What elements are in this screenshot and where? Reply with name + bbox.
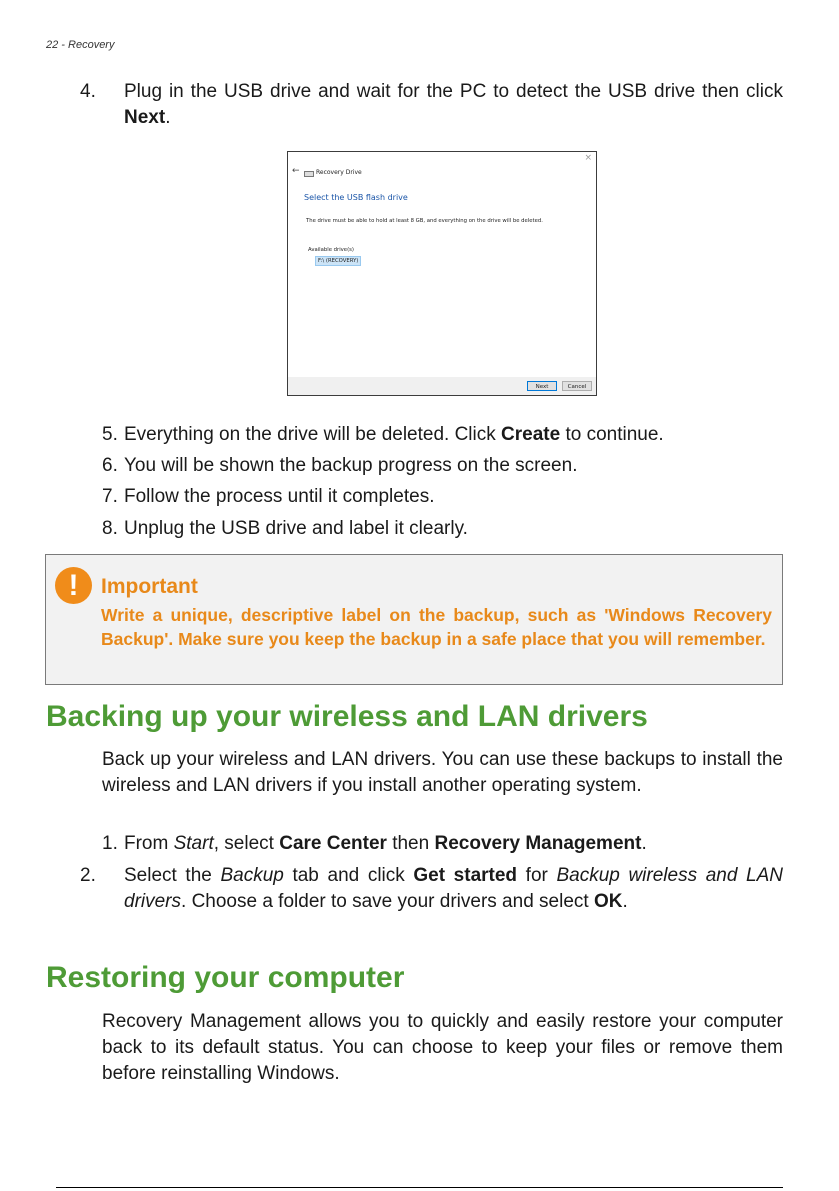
step-bold: OK <box>593 891 623 912</box>
next-button[interactable]: Next <box>527 381 557 391</box>
step-number: 6. <box>102 455 118 476</box>
step-italic: Start <box>173 833 214 854</box>
step-number: 8. <box>102 518 118 539</box>
drive-icon <box>304 171 314 177</box>
page-header: 22 - Recovery <box>46 39 115 51</box>
step-text: Select the <box>124 865 221 886</box>
important-callout <box>45 554 783 685</box>
step-text: for <box>517 865 557 886</box>
callout-title: Important <box>101 575 198 598</box>
available-drives-label: Available drive(s) <box>308 247 354 253</box>
step-bold: Recovery Management <box>434 833 642 854</box>
step-italic: Backup wireless and LAN drivers <box>124 865 783 912</box>
step-number: 7. <box>102 486 118 507</box>
step-italic: Backup <box>220 865 284 886</box>
step-bold: Next <box>124 107 166 128</box>
step-text-end: to continue. <box>560 424 664 445</box>
step-text: You will be shown the backup progress on the screen. <box>124 455 578 476</box>
footer-rule <box>56 1187 783 1188</box>
step-text: Everything on the drive will be deleted. Click <box>124 424 502 445</box>
dialog-heading: Select the USB flash drive <box>304 193 408 202</box>
exclamation-icon: ! <box>55 567 92 604</box>
dialog-description: The drive must be able to hold at least 8 GB, and everything on the drive will be deleted. <box>306 218 543 224</box>
step-bold: Care Center <box>279 833 387 854</box>
step-number: 2. <box>80 865 96 886</box>
step-6 <box>102 453 783 479</box>
step-4 <box>80 79 783 131</box>
step-text: Unplug the USB drive and label it clearly. <box>124 518 468 539</box>
step-text: . <box>641 833 647 854</box>
backup-step-1 <box>102 831 783 857</box>
button-bar <box>288 377 596 395</box>
back-arrow-icon[interactable]: ← <box>292 166 300 176</box>
step-bold: Get started <box>413 865 518 886</box>
step-text: . Choose a folder to save your drivers and select <box>181 891 594 912</box>
step-text-end: . <box>165 107 171 128</box>
step-number: 4. <box>80 81 96 102</box>
step-text: Plug in the USB drive and wait for the PC to detect the USB drive then click <box>124 81 783 102</box>
recovery-drive-screenshot <box>287 151 597 396</box>
drive-list-item[interactable]: F:\ (RECOVERY) <box>315 256 361 266</box>
step-7 <box>102 484 783 510</box>
step-text: then <box>386 833 435 854</box>
backup-step-2 <box>80 863 783 915</box>
section-intro-backup: Back up your wireless and LAN drivers. You can use these backups to install the wireless and LAN drivers if you install another operating system. <box>102 749 783 796</box>
section-heading-backup: Backing up your wireless and LAN drivers <box>46 700 648 733</box>
section-intro-restore: Recovery Management allows you to quickly and easily restore your computer back to its default status. You can choose to keep your files or remove them before reinstalling Windows. <box>102 1011 783 1084</box>
step-text: . <box>622 891 628 912</box>
step-text: tab and click <box>283 865 414 886</box>
step-bold: Create <box>501 424 561 445</box>
step-5 <box>102 422 783 448</box>
close-icon[interactable]: × <box>584 153 592 163</box>
section-heading-restore: Restoring your computer <box>46 961 405 994</box>
step-number: 1. <box>102 833 118 854</box>
step-text: Follow the process until it completes. <box>124 486 435 507</box>
step-number: 5. <box>102 424 118 445</box>
cancel-button[interactable]: Cancel <box>562 381 592 391</box>
step-text: From <box>124 833 174 854</box>
callout-text: Write a unique, descriptive label on the backup, such as 'Windows Recovery Backup'. Make sure you keep the backup in a safe place that you will remember. <box>101 605 772 649</box>
step-8 <box>102 516 783 542</box>
window-title: Recovery Drive <box>316 169 362 176</box>
step-text: , select <box>213 833 280 854</box>
